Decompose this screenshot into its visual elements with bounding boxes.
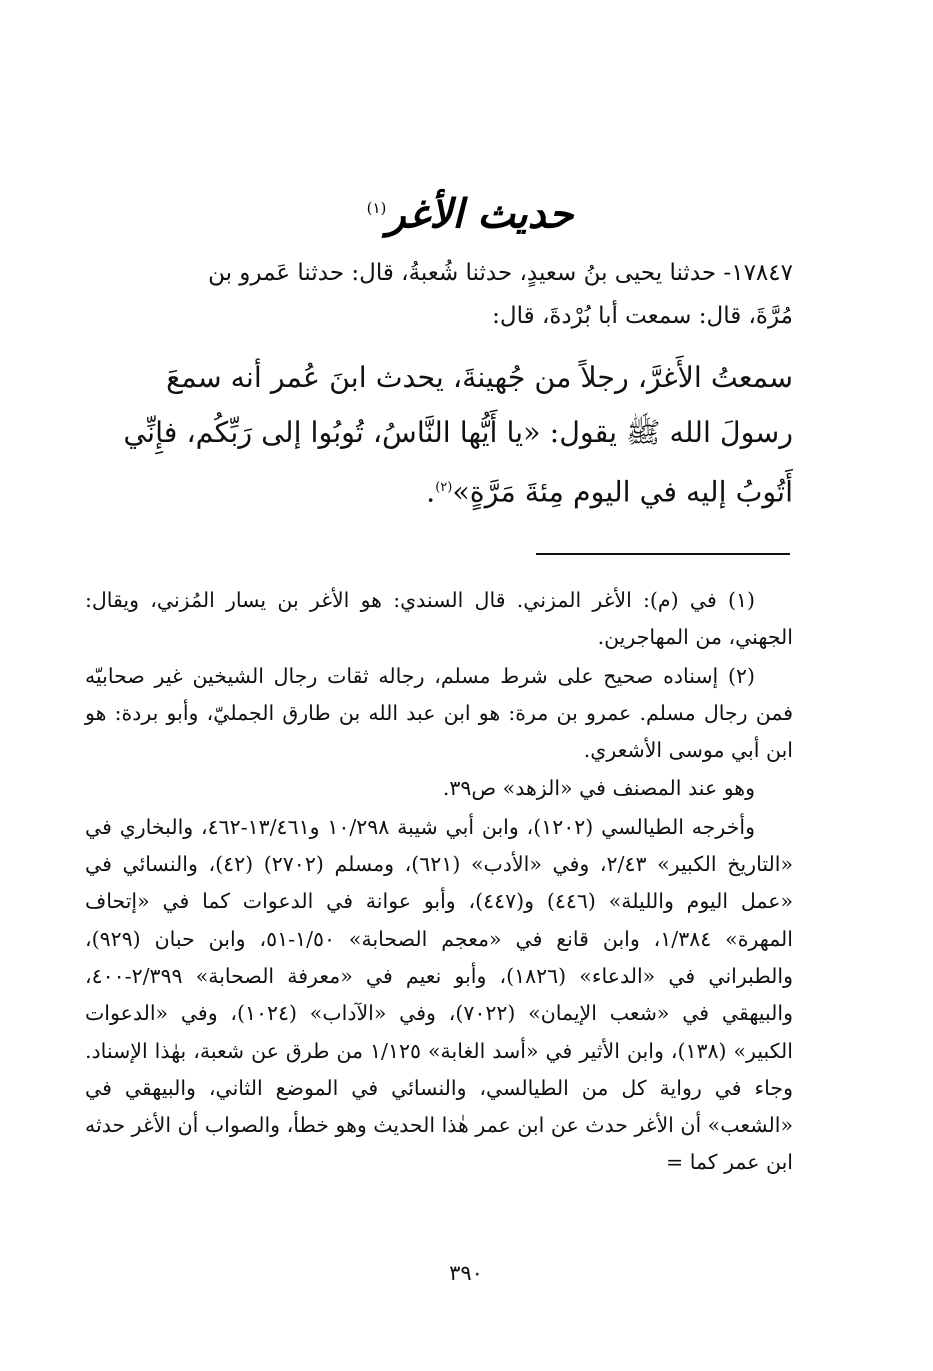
matn-line: سمعتُ الأَغرَّ، رجلاً من جُهينةَ، يحدث ابنَ عُمر أنه سمعَ <box>166 361 793 394</box>
matn-line <box>85 460 793 520</box>
isnad-line: مُرَّةَ، قال: سمعت أبا بُرْدةَ، قال: <box>492 303 793 329</box>
footnote-separator <box>536 553 790 555</box>
matn-end: . <box>426 475 436 509</box>
hadith-isnad <box>85 252 793 338</box>
footnote-paragraph: وأخرجه الطيالسي (١٢٠٢)، وابن أبي شيبة ١٠/٢٩٨ و١٣/٤٦١-٤٦٢، والبخاري في «التاريخ الكبير» ٢/٤٣، وفي «الأدب» (٦٢١)، ومسلم (٢٧٠٢) (٤٢)، والنسائي في «عمل اليوم والليلة» (٤٤٦) و(٤٤٧)، وأبو عوانة في الدعوات كما في «إتحاف المهرة» ١/٣٨٤، وابن قانع في «معجم الصحابة» ١/٥٠-٥١، وابن حبان (٩٢٩)، والطبراني في «الدعاء» (١٨٢٦)، وأبو نعيم في «معرفة الصحابة» ٢/٣٩٩-٤٠٠، والبيهقي في «شعب الإيمان» (٧٠٢٢)، وفي «الآداب» (١٠٢٤)، وفي «الدعوات الكبير» (١٣٨)، وابن الأثير في «أسد الغابة» ١/١٢٥ من طرق عن شعبة، بهٰذا الإسناد. وجاء في رواية كل من الطيالسي، والنسائي في الموضع الثاني، والبيهقي في «الشعب» أن الأغر حدث عن ابن عمر هٰذا الحديث وهو خطأ، والصواب أن الأغر حدثه ابن عمر كما = <box>85 814 794 1175</box>
footnotes <box>85 582 793 1183</box>
isnad-line: ١٧٨٤٧- حدثنا يحيى بنُ سعيدٍ، حدثنا شُعبةُ، قال: حدثنا عَمرو بن <box>208 260 793 286</box>
page-number: ٣٩٠ <box>449 1261 483 1285</box>
chapter-title <box>300 178 640 244</box>
matn-footnote-ref: (٢) <box>435 480 453 495</box>
footnote-2: (٢) إسناده صحيح على شرط مسلم، رجاله ثقات رجال الشيخين غير صحابيّه فمن رجال مسلم. عمرو بن مرة: هو ابن عبد الله بن طارق الجمليّ، وأبو بردة: هو ابن أبي موسى الأشعري. <box>85 663 793 763</box>
footnote-1: (١) في (م): الأغر المزني. قال السندي: هو الأغر بن يسار المُزني، ويقال: الجهني، من المهاجرين. <box>85 588 793 650</box>
footnote-paragraph: وهو عند المصنف في «الزهد» ص٣٩. <box>442 776 755 801</box>
hadith-matn <box>85 350 793 520</box>
title-footnote-ref: (١) <box>366 199 387 217</box>
matn-line: رسولَ الله ﷺ يقول: «يا أَيُّها النَّاسُ، تُوبُوا إلى رَبِّكُم، فإِنِّي <box>123 416 793 449</box>
chapter-title-text: حديث الأغر <box>386 190 574 238</box>
matn-last-line: أَتُوبُ إليه في اليوم مِئةَ مَرَّةٍ» <box>452 475 793 509</box>
